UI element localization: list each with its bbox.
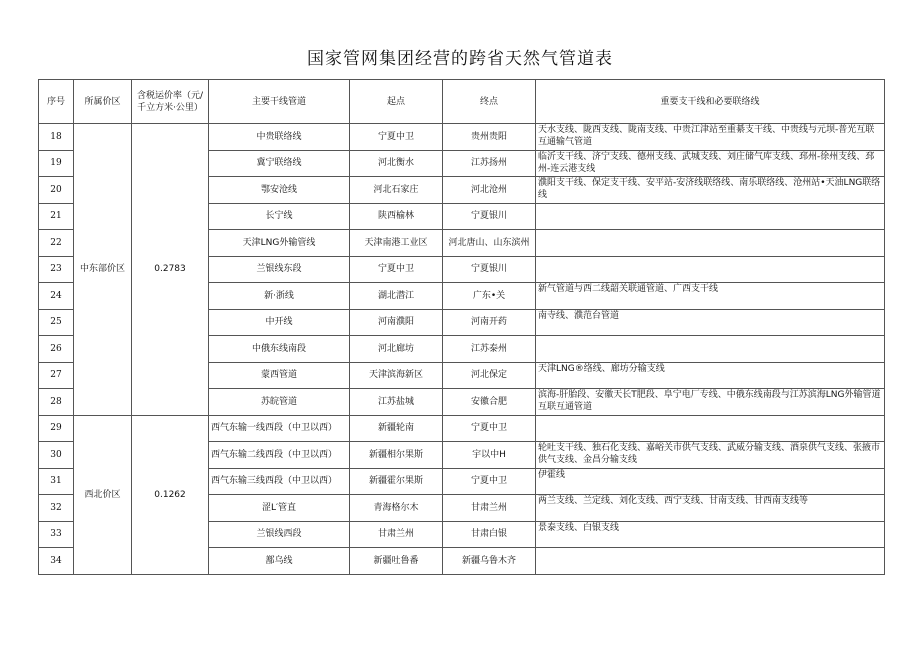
end-cell: 宁夏银川	[443, 203, 536, 230]
rate-cell: 0.1262	[132, 415, 209, 574]
end-cell: 广东•关	[443, 283, 536, 310]
seq-cell: 26	[39, 336, 74, 363]
rate-cell: 0.2783	[132, 124, 209, 416]
pipeline-cell: 涩L′管直	[209, 495, 350, 522]
header-start: 起点	[350, 80, 443, 124]
pipeline-cell: 苏皖管道	[209, 389, 350, 416]
seq-cell: 33	[39, 521, 74, 548]
start-cell: 河北石家庄	[350, 177, 443, 204]
start-cell: 新疆霍尔果斯	[350, 468, 443, 495]
pipeline-cell: 鄯乌线	[209, 548, 350, 575]
start-cell: 新疆吐鲁番	[350, 548, 443, 575]
seq-cell: 19	[39, 150, 74, 177]
header-row	[39, 80, 885, 124]
pipeline-cell: 中开线	[209, 309, 350, 336]
pipeline-table	[38, 79, 885, 575]
pipeline-cell: 中俄东线南段	[209, 336, 350, 363]
end-cell: 贵州贵阳	[443, 124, 536, 151]
header-region: 所属价区	[74, 80, 132, 124]
seq-cell: 20	[39, 177, 74, 204]
pipeline-cell: 长宁线	[209, 203, 350, 230]
end-cell: 江苏扬州	[443, 150, 536, 177]
pipeline-cell: 兰银线西段	[209, 521, 350, 548]
branches-cell: 轮吐支干线、独石化支线、嘉峪关市供气支线、武威分输支线、酒泉供气支线、张掖市供气支线、金昌分输支线	[536, 442, 885, 469]
start-cell: 宁夏中卫	[350, 124, 443, 151]
end-cell: 宁夏中卫	[443, 468, 536, 495]
header-rate: 含税运价率（元/千立方米·公里）	[132, 80, 209, 124]
branches-cell	[536, 203, 885, 230]
pipeline-cell: 西气东输二线西段（中卫以西）	[209, 442, 350, 469]
end-cell: 河北保定	[443, 362, 536, 389]
end-cell: 安徽合肥	[443, 389, 536, 416]
pipeline-cell: 天津LNG外输管线	[209, 230, 350, 257]
branches-cell: 两兰支线、兰定线、刘化支线、西宁支线、甘南支线、甘西南支线等	[536, 495, 885, 522]
branches-cell: 景泰支线、白银支线	[536, 521, 885, 548]
start-cell: 宁夏中卫	[350, 256, 443, 283]
branches-cell: 濮阳支干线、保定支干线、安平站-安济线联络线、南乐联络线、沧州站•天油LNG联络线	[536, 177, 885, 204]
branches-cell	[536, 336, 885, 363]
branches-cell	[536, 256, 885, 283]
seq-cell: 28	[39, 389, 74, 416]
header-end: 终点	[443, 80, 536, 124]
pipeline-cell: 中贵联络线	[209, 124, 350, 151]
pipeline-cell: 兰银线东段	[209, 256, 350, 283]
start-cell: 河南濮阳	[350, 309, 443, 336]
pipeline-cell: 西气东输一线西段（中卫以西）	[209, 415, 350, 442]
seq-cell: 22	[39, 230, 74, 257]
branches-cell: 南寺线、濮范台管道	[536, 309, 885, 336]
start-cell: 新疆相尔果斯	[350, 442, 443, 469]
start-cell: 新疆轮南	[350, 415, 443, 442]
pipeline-cell: 鄂安沧线	[209, 177, 350, 204]
start-cell: 湖北潜江	[350, 283, 443, 310]
seq-cell: 30	[39, 442, 74, 469]
branches-cell	[536, 415, 885, 442]
region-cell: 西北价区	[74, 415, 132, 574]
table-row	[39, 124, 885, 151]
branches-cell	[536, 548, 885, 575]
end-cell: 江苏泰州	[443, 336, 536, 363]
seq-cell: 32	[39, 495, 74, 522]
seq-cell: 24	[39, 283, 74, 310]
end-cell: 新疆乌鲁木齐	[443, 548, 536, 575]
start-cell: 天津南港工业区	[350, 230, 443, 257]
seq-cell: 31	[39, 468, 74, 495]
end-cell: 河北唐山、山东滨州	[443, 230, 536, 257]
start-cell: 甘肃兰州	[350, 521, 443, 548]
start-cell: 陕西榆林	[350, 203, 443, 230]
branches-cell: 临沂支干线、济宁支线、德州支线、武城支线、刘庄储气库支线、邳州-徐州支线、邳州-连云港支线	[536, 150, 885, 177]
seq-cell: 23	[39, 256, 74, 283]
region-cell: 中东部价区	[74, 124, 132, 416]
table-row	[39, 415, 885, 442]
branches-cell: 新气管道与西二线韶关联通管道、广西支干线	[536, 283, 885, 310]
seq-cell: 34	[39, 548, 74, 575]
branches-cell: 滨海-肝胎段、安徽天长T肥段、阜宁电厂专线、中俄东线南段与江苏滨海LNG外输管道互联互通管道	[536, 389, 885, 416]
start-cell: 天津滨海新区	[350, 362, 443, 389]
start-cell: 青海格尔木	[350, 495, 443, 522]
pipeline-cell: 蒙西管道	[209, 362, 350, 389]
pipeline-cell: 新·浙线	[209, 283, 350, 310]
branches-cell: 伊霍线	[536, 468, 885, 495]
end-cell: 宇以中H	[443, 442, 536, 469]
end-cell: 宁夏银川	[443, 256, 536, 283]
pipeline-cell: 西气东输三线西段（中卫以西）	[209, 468, 350, 495]
start-cell: 河北衡水	[350, 150, 443, 177]
header-branches: 重要支干线和必要联络线	[536, 80, 885, 124]
branches-cell	[536, 230, 885, 257]
seq-cell: 21	[39, 203, 74, 230]
header-seq: 序号	[39, 80, 74, 124]
end-cell: 河北沧州	[443, 177, 536, 204]
header-pipeline: 主要干线管道	[209, 80, 350, 124]
end-cell: 河南开药	[443, 309, 536, 336]
seq-cell: 18	[39, 124, 74, 151]
seq-cell: 25	[39, 309, 74, 336]
start-cell: 河北廊坊	[350, 336, 443, 363]
seq-cell: 27	[39, 362, 74, 389]
page-title: 国家管网集团经营的跨省天然气管道表	[307, 49, 613, 69]
pipeline-cell: 冀宁联络线	[209, 150, 350, 177]
seq-cell: 29	[39, 415, 74, 442]
end-cell: 甘肃白银	[443, 521, 536, 548]
end-cell: 宁夏中卫	[443, 415, 536, 442]
branches-cell: 天津LNG®络线、廊坊分输支线	[536, 362, 885, 389]
end-cell: 甘肃兰州	[443, 495, 536, 522]
branches-cell: 天水支线、陇西支线、陇南支线、中贵江津站至重綦支干线、中贵线与元坝-普光互联互通输气管道	[536, 124, 885, 151]
start-cell: 江苏盐城	[350, 389, 443, 416]
